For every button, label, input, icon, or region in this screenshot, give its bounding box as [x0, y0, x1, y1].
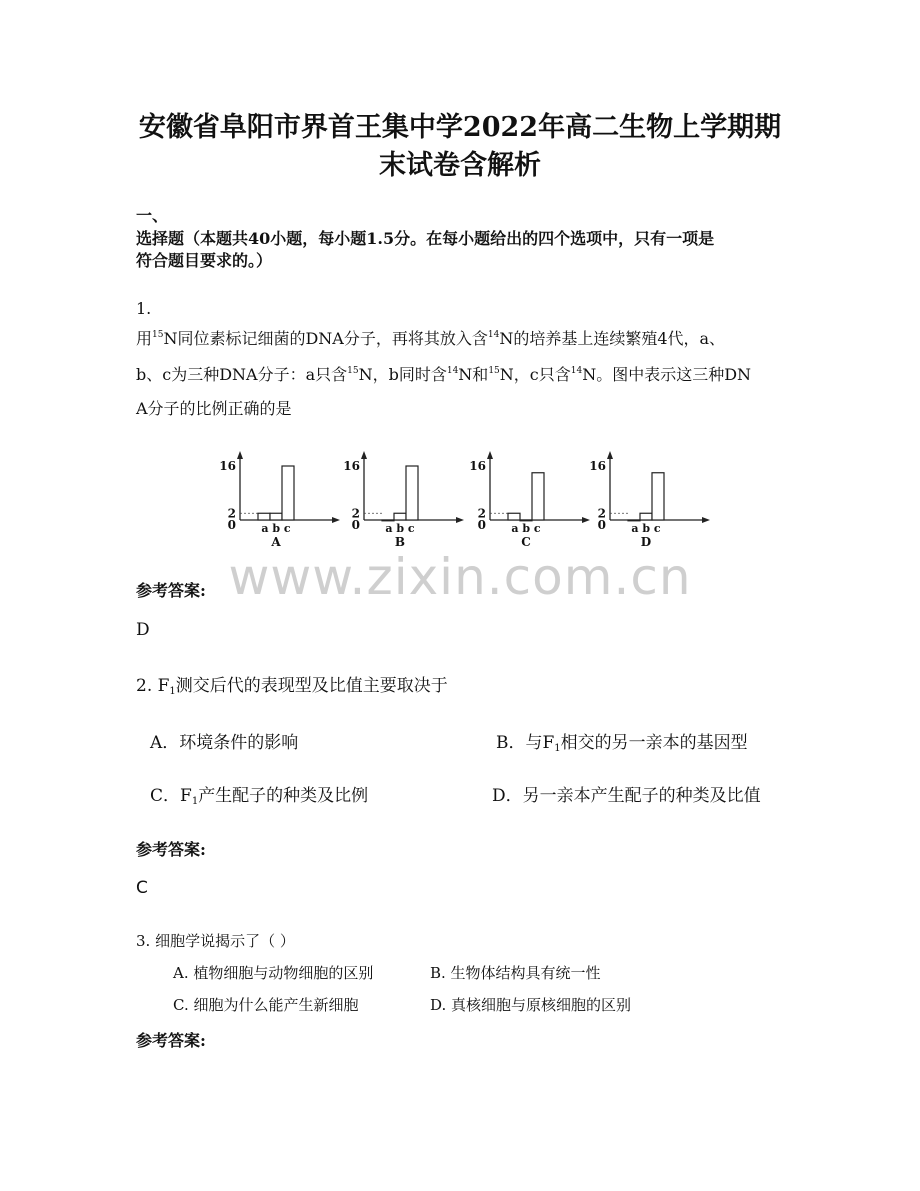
chart-D-y-arrow [607, 451, 613, 459]
chart-B-tick-2: 2 [351, 506, 360, 521]
chart-A-bar-b [270, 513, 282, 520]
q1-line2: b、c为三种DNA分子：a只含$^{15}$N，b同时含$^{14}$N和$^{15}$N，c只含$^{14}$N。图中表示这三种DN [136, 365, 752, 384]
q2-option-d: D．另一亲本产生配子的种类及比值 [492, 786, 761, 806]
chart-C-label: C [521, 535, 531, 549]
chart-B-y-arrow [361, 451, 367, 459]
q1-number: 1. [136, 299, 152, 318]
q3-option-d: D. 真核细胞与原核细胞的区别 [430, 996, 632, 1014]
chart-B-bar-c [406, 466, 418, 520]
chart-A-tick-0: 0 [227, 518, 236, 532]
chart-C-bar-a [508, 513, 520, 520]
q2-option-a: A．环境条件的影响 [150, 733, 299, 753]
chart-C-tick-16: 16 [469, 459, 486, 473]
q3-option-c: C. 细胞为什么能产生新细胞 [173, 996, 359, 1014]
q2-option-c: C．$F_1$产生配子的种类及比例 [150, 786, 369, 807]
watermark: www.zixin.com.cn [228, 548, 692, 606]
chart-A-label: A [271, 535, 281, 549]
q1-answer: D [136, 620, 150, 640]
q2-stem: 2. $F_1$测交后代的表现型及比值主要取决于 [136, 676, 448, 697]
chart-B-category-labels: a b c [385, 522, 415, 535]
chart-C-bar-c [532, 473, 544, 520]
section-header-line2: 符合题目要求的。） [136, 251, 273, 270]
chart-D-bar-a [628, 520, 640, 521]
page-title-line1: 安徽省阜阳市界首王集中学2022年高二生物上学期期 [138, 112, 782, 143]
chart-D-bar-c [652, 473, 664, 520]
chart-D-x-arrow [702, 517, 710, 523]
q3-stem: 3. 细胞学说揭示了（ ） [136, 932, 295, 950]
q2-option-b: B．与$F_1$相交的另一亲本的基因型 [496, 733, 748, 754]
q1-line3: A分子的比例正确的是 [136, 399, 292, 418]
chart-A-category-labels: a b c [261, 522, 291, 535]
section-number: 一、 [136, 206, 169, 225]
page-title-line2: 末试卷含解析 [379, 150, 541, 181]
chart-D-tick-2: 2 [597, 506, 606, 521]
q3-option-b: B. 生物体结构具有统一性 [430, 964, 601, 982]
q2-answer: C [136, 878, 148, 898]
q3-option-a: A. 植物细胞与动物细胞的区别 [173, 964, 374, 982]
q1-answer-label: 参考答案: [136, 581, 206, 600]
chart-C-tick-0: 0 [477, 518, 486, 532]
q1-bar-charts [200, 446, 720, 554]
chart-A-tick-16: 16 [219, 459, 236, 473]
chart-C-bar-b [520, 520, 532, 521]
chart-D-tick-16: 16 [589, 459, 606, 473]
chart-D-category-labels: a b c [631, 522, 661, 535]
chart-D-label: D [640, 535, 652, 549]
chart-D-bar-b [640, 513, 652, 520]
chart-C-category-labels: a b c [511, 522, 541, 535]
chart-B-tick-0: 0 [351, 518, 360, 532]
chart-A-y-arrow [237, 451, 243, 459]
chart-C-x-arrow [582, 517, 590, 523]
chart-A-x-arrow [332, 517, 340, 523]
chart-A-bar-a [258, 513, 270, 520]
chart-C-tick-2: 2 [477, 506, 486, 521]
q2-answer-label: 参考答案: [136, 840, 206, 859]
chart-B-tick-16: 16 [343, 459, 360, 473]
section-header-line1: 选择题（本题共40小题，每小题1.5分。在每小题给出的四个选项中，只有一项是 [136, 229, 715, 248]
chart-A-tick-2: 2 [227, 506, 236, 521]
chart-C-y-arrow [487, 451, 493, 459]
chart-B-x-arrow [456, 517, 464, 523]
chart-A-bar-c [282, 466, 294, 520]
chart-D-tick-0: 0 [597, 518, 606, 532]
chart-B-bar-b [394, 513, 406, 520]
q3-answer-label: 参考答案: [136, 1031, 206, 1050]
chart-B-bar-a [382, 520, 394, 521]
q1-line1: 用$^{15}$N同位素标记细菌的DNA分子，再将其放入含$^{14}$N的培养基上连续繁殖4代，a、 [136, 329, 726, 348]
chart-B-label: B [394, 535, 406, 549]
